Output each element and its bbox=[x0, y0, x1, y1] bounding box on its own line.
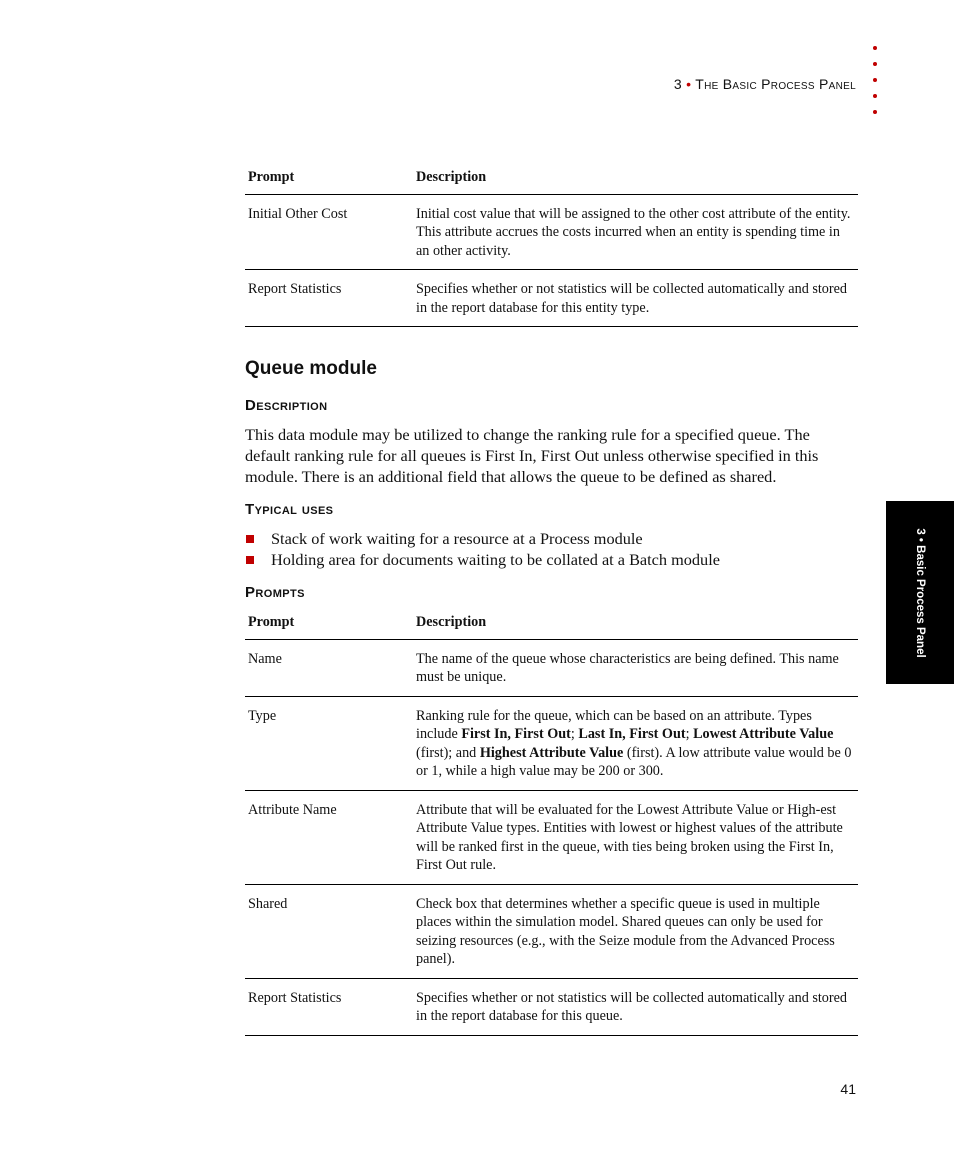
header-separator: • bbox=[686, 76, 692, 92]
table-row bbox=[245, 978, 858, 1035]
prompt-cell: Report Statistics bbox=[245, 270, 413, 327]
table-row bbox=[245, 790, 858, 884]
typical-uses-heading: Typical uses bbox=[245, 501, 334, 518]
prompt-cell: Attribute Name bbox=[245, 790, 413, 884]
section-title: Queue module bbox=[245, 358, 377, 379]
column-header-description: Description bbox=[413, 613, 858, 639]
table-row bbox=[245, 696, 858, 790]
table-header-row bbox=[245, 613, 858, 639]
page-number: 41 bbox=[840, 1081, 856, 1097]
description-heading: Description bbox=[245, 397, 328, 414]
list-item-text: Holding area for documents waiting to be collated at a Batch module bbox=[271, 550, 720, 569]
column-header-prompt: Prompt bbox=[245, 613, 413, 639]
queue-prompts-table bbox=[245, 613, 858, 1036]
chapter-side-tab bbox=[886, 501, 954, 684]
rule-lifo: Last In, First Out bbox=[578, 726, 686, 742]
typical-uses-list bbox=[245, 528, 720, 570]
side-tab-label: 3 • Basic Process Panel bbox=[914, 527, 926, 658]
rule-fifo: First In, First Out bbox=[461, 726, 571, 742]
description-cell: Specifies whether or not statistics will be collected automatically and stored in the report database for this entity type. bbox=[413, 270, 858, 327]
description-cell: Check box that determines whether a specific queue is used in multiple places within the simulation model. Shared queues can only be used for seizing resources (e.g., with the Seize module from the Advanced Process panel). bbox=[413, 884, 858, 978]
prompt-cell: Report Statistics bbox=[245, 978, 413, 1035]
square-bullet-icon bbox=[246, 556, 254, 564]
description-cell: Initial cost value that will be assigned to the other cost attribute of the entity. This attribute accrues the costs incurred when an entity is spending time in an other activity. bbox=[413, 194, 858, 270]
description-text: (first); and bbox=[416, 744, 480, 761]
description-text: (first). A low attribute value would be 0 or 1, while a high value may be 200 or 300. bbox=[416, 744, 852, 779]
prompt-cell: Name bbox=[245, 639, 413, 696]
description-paragraph: This data module may be utilized to change the ranking rule for a specified queue. The default ranking rule for all queues is First In, First Out unless otherwise specified in this module. There is an additional field that allows the queue to be defined as shared. bbox=[245, 425, 819, 486]
table-row bbox=[245, 270, 858, 327]
dot-icon bbox=[873, 94, 877, 98]
description-cell bbox=[413, 696, 858, 790]
description-cell: Specifies whether or not statistics will be collected automatically and stored in the report database for this queue. bbox=[413, 978, 858, 1035]
entity-prompts-table bbox=[245, 168, 858, 327]
dot-icon bbox=[873, 78, 877, 82]
running-head bbox=[674, 76, 856, 92]
list-item bbox=[245, 549, 720, 570]
prompts-heading: Prompts bbox=[245, 584, 305, 601]
margin-dots bbox=[873, 46, 881, 126]
column-header-prompt: Prompt bbox=[245, 168, 413, 194]
description-cell: Attribute that will be evaluated for the Lowest Attribute Value or High-est Attribute Value types. Entities with lowest or highest values of the attribute will be ranked first in the queue, with ties being broken using the First In, First Out rule. bbox=[413, 790, 858, 884]
description-text: ; bbox=[570, 726, 579, 742]
prompt-cell: Shared bbox=[245, 884, 413, 978]
dot-icon bbox=[873, 46, 877, 50]
dot-icon bbox=[873, 62, 877, 66]
dot-icon bbox=[873, 110, 877, 114]
prompt-cell: Type bbox=[245, 696, 413, 790]
rule-lowest-attribute: Lowest Attribute Value bbox=[693, 726, 834, 742]
table-row bbox=[245, 884, 858, 978]
description-text: ; bbox=[685, 726, 694, 742]
chapter-number: 3 bbox=[673, 76, 682, 92]
list-item bbox=[245, 528, 720, 549]
list-item-text: Stack of work waiting for a resource at a Process module bbox=[271, 529, 643, 548]
column-header-description: Description bbox=[413, 168, 858, 194]
description-cell: The name of the queue whose characteristics are being defined. This name must be unique. bbox=[413, 639, 858, 696]
prompt-cell: Initial Other Cost bbox=[245, 194, 413, 270]
chapter-title: The Basic Process Panel bbox=[695, 76, 856, 92]
table-row bbox=[245, 194, 858, 270]
table-header-row bbox=[245, 168, 858, 194]
rule-highest-attribute: Highest Attribute Value bbox=[479, 744, 624, 761]
description-text: Ranking rule for the queue, which can be based on an attribute. Types include bbox=[416, 707, 812, 742]
square-bullet-icon bbox=[246, 535, 254, 543]
table-row bbox=[245, 639, 858, 696]
